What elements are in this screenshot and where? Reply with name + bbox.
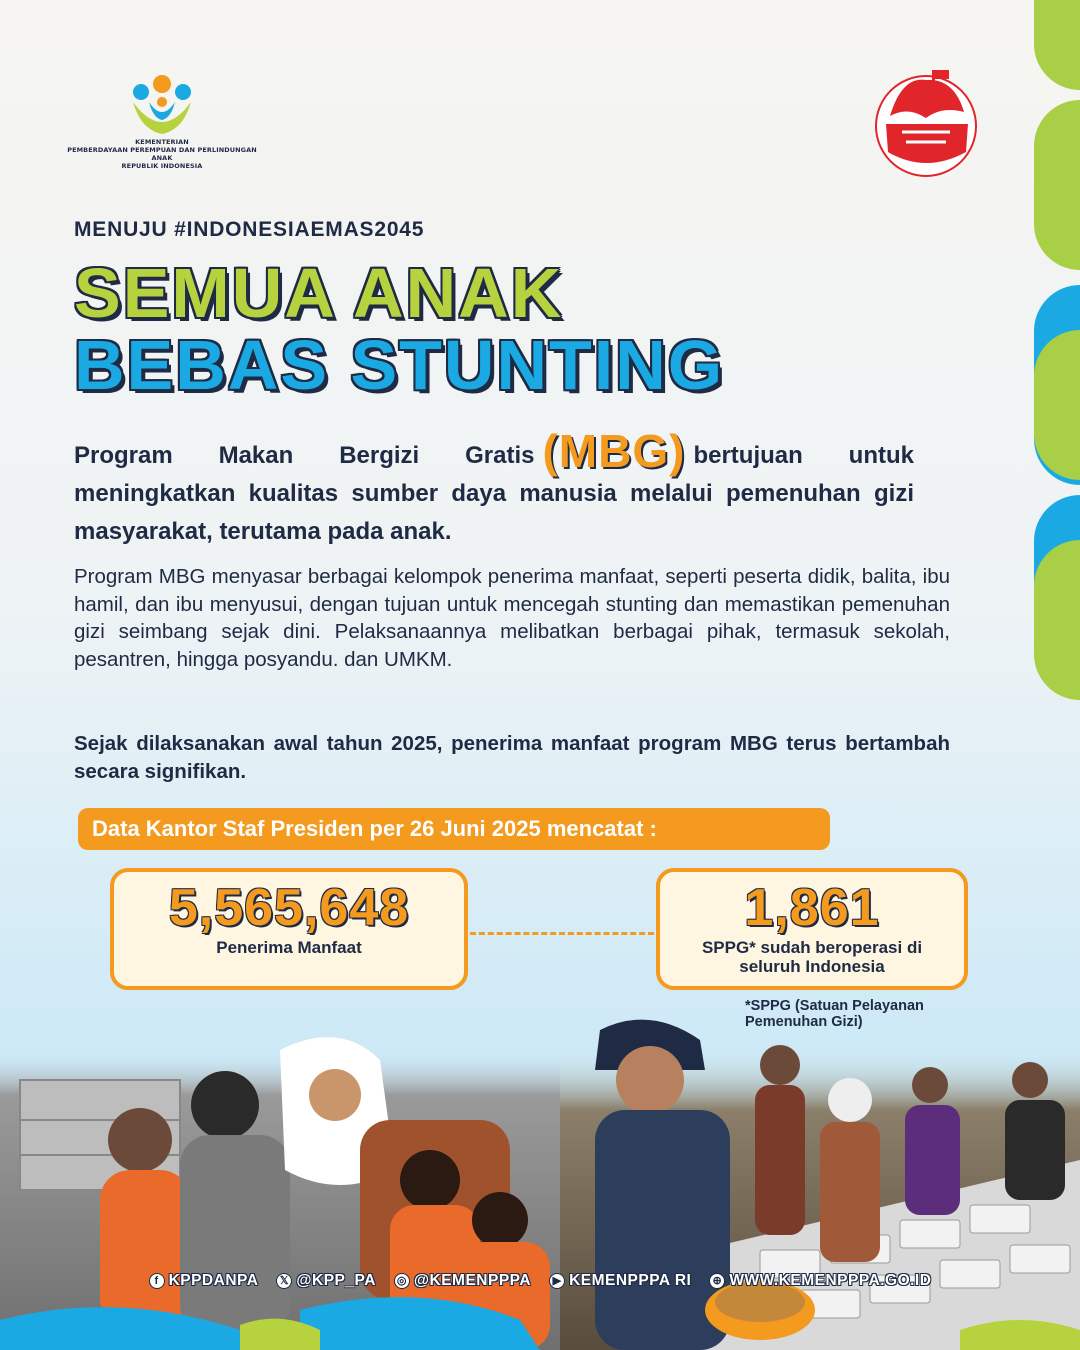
ministry-name-line1: KEMENTERIAN	[135, 138, 189, 146]
hari-anak-nasional-logo	[872, 66, 980, 184]
ministry-name-line3: REPUBLIK INDONESIA	[121, 162, 203, 171]
social-facebook[interactable]	[149, 1272, 259, 1290]
stat-label: SPPG* sudah beroperasi di seluruh Indonesia	[701, 938, 923, 976]
sppg-footnote: *SPPG (Satuan Pelayanan Pemenuhan Gizi)	[745, 998, 924, 1030]
social-facebook-text: KPPDANPA	[168, 1272, 259, 1289]
stat-value: 5,565,648	[168, 879, 410, 937]
social-x-text: @KPP_PA	[296, 1272, 376, 1289]
social-website-text: WWW.KEMENPPPA.GO.ID	[729, 1272, 932, 1289]
lead-before: Program Makan Bergizi Gratis	[74, 442, 535, 469]
ministry-name-line2: PEMBERDAYAAN PEREMPUAN DAN PERLINDUNGAN ANAK	[67, 146, 257, 163]
photo-collage	[0, 1010, 1080, 1350]
lead-after: bertujuan untuk meningkatkan kualitas sumber daya manusia melalui pemenuhan gizi masyarakat, terutama pada anak.	[74, 442, 914, 545]
meal-program-photo	[0, 1010, 1080, 1350]
stat-label: Penerima Manfaat	[216, 938, 362, 957]
facebook-icon: f	[149, 1273, 165, 1289]
x-icon: 𝕏	[276, 1273, 292, 1289]
stat-card-sppg	[656, 868, 968, 990]
deco-stripe	[1034, 330, 1080, 480]
data-source-pill: Data Kantor Staf Presiden per 26 Juni 2025 mencatat :	[78, 808, 830, 850]
social-x[interactable]	[276, 1272, 376, 1290]
instagram-icon: ◎	[394, 1273, 410, 1289]
social-youtube-text: KEMENPPPA RI	[569, 1272, 692, 1289]
ministry-emblem-icon	[127, 72, 197, 138]
social-instagram-text: @KEMENPPPA	[413, 1272, 532, 1289]
social-instagram[interactable]	[394, 1272, 531, 1290]
globe-icon: ⊕	[709, 1273, 725, 1289]
mbg-acronym: (MBG)	[542, 425, 686, 477]
stat-card-beneficiaries	[110, 868, 468, 990]
youtube-icon: ▶	[549, 1273, 565, 1289]
ministry-logo	[62, 72, 262, 171]
social-youtube[interactable]	[549, 1272, 691, 1290]
social-links-bar	[0, 1266, 1080, 1296]
social-website[interactable]	[709, 1272, 931, 1290]
headline-line2: BEBAS STUNTING	[74, 326, 725, 404]
body-paragraph-2: Sejak dilaksanakan awal tahun 2025, penerima manfaat program MBG terus bertambah secara signifikan.	[74, 732, 950, 783]
deco-stripe	[1034, 100, 1080, 270]
lead-paragraph	[74, 425, 914, 551]
deco-stripe	[1034, 0, 1080, 90]
stat-value: 1,861	[744, 879, 880, 937]
headline-line1: SEMUA ANAK	[74, 254, 564, 332]
body-paragraph-1: Program MBG menyasar berbagai kelompok penerima manfaat, seperti peserta didik, balita, ibu hamil, dan ibu menyusui, dengan tujuan untuk mencegah stunting dan memastikan pemenuhan gizi seimbang sejak dini. Pelaksanaannya melibatkan berbagai pihak, termasuk sekolah, pesantren, hingga posyandu. dan UMKM.	[74, 565, 950, 671]
kicker-hashtag: MENUJU #INDONESIAEMAS2045	[74, 218, 425, 241]
deco-stripe	[1034, 540, 1080, 700]
dashed-connector	[470, 932, 654, 935]
